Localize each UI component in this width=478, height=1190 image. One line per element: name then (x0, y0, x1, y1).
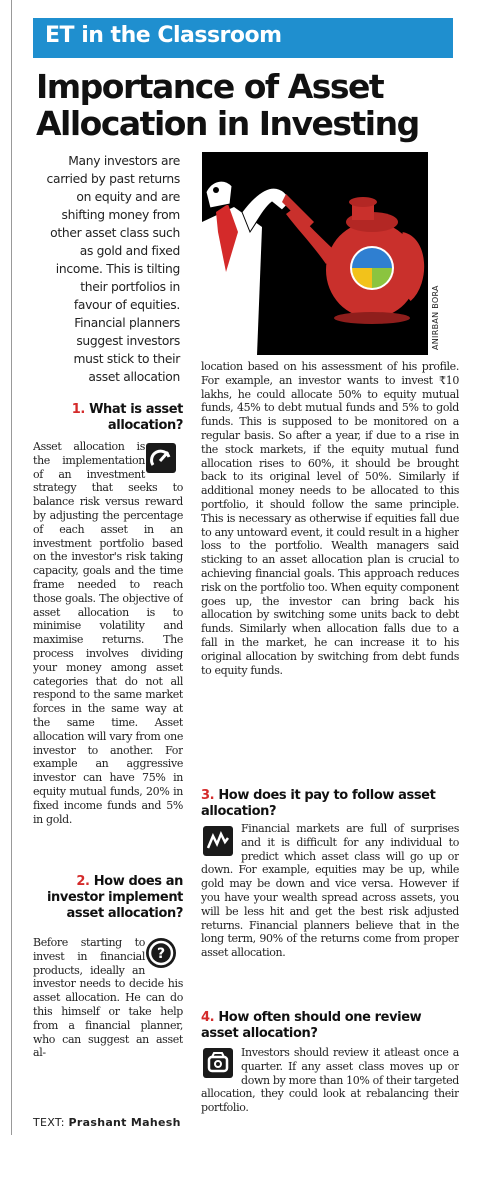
q4-heading (201, 1010, 459, 1042)
q4-heading-block (201, 1010, 459, 1042)
q2-number: 2. (76, 874, 90, 889)
q2-body-left-block (33, 936, 183, 1108)
illustration-credit (429, 152, 447, 355)
byline-label: TEXT: (33, 1116, 65, 1129)
q1-number: 1. (71, 402, 85, 417)
q3-body: Financial markets are full of surprises and it is difficult for any individual to predict which asset class will go up or down. For example, equities may be up, while gold may be down and vice versa. However if you have your wealth spread across assets, you will be less hit and get the best risk adjusted returns. Financial planners believe that in the long term, 90% of the returns come from proper asset allocation. (201, 822, 459, 960)
illustration (202, 152, 428, 355)
article-intro: Many investors are carried by past returns on equity and are shifting money from other asset class such as gold and fixed income. This is tilting their portfolios in favour of equities. Financial planners suggest investors must stick to their asset allocation (46, 154, 180, 384)
q3-number: 3. (201, 788, 215, 803)
q2-heading-block (33, 874, 183, 922)
byline (33, 1116, 181, 1129)
q1-title: What is asset allocation? (89, 402, 183, 433)
q1-body: Asset allocation is the implementation of an investment strategy that seeks to balance risk versus reward by adjusting the percentage of each asset in an investment portfolio based on the investor's risk taking capacity, goals and the time frame needed to reach those goals. The objective of asset allocation is to minimise volatility and maximise returns. The process involves dividing your money among asset categories that do not all respond to the same market forces in the same way at the same time. Asset allocation will vary from one investor to another. For example an aggressive investor can have 75% in equity mutual funds, 20% in fixed income funds and 5% in gold. (33, 440, 183, 826)
watering-can-illustration (202, 152, 428, 355)
q2-body-right-block (201, 360, 459, 780)
q3-heading-block (201, 788, 459, 820)
q3-heading (201, 788, 459, 820)
page-gutter (0, 0, 11, 1190)
q1-heading-block (33, 402, 183, 434)
article-headline: Importance of Asset Allocation in Investing (36, 67, 419, 143)
section-band (33, 18, 453, 58)
byline-author: Prashant Mahesh (68, 1116, 181, 1129)
section-band-title: ET in the Classroom (45, 23, 282, 48)
q2-body-right: location based on his assessment of his profile. For example, an investor wants to invest ₹10 lakhs, he could allocate 50% to equity mutual funds, 45% to debt mutual funds and 5% to gold funds. This is supposed to be monitored on a regular basis. So after a year, if due to a rise in the stock markets, if the equity mutual fund allocation rises to 60%, it should be brought back to its original level of 50%. Similarly if additional money needs to be allocated to this portfolio, it should follow the same principle. This is necessary as otherwise if equities fall due to any untoward event, it could result in a higher loss to the portfolio. Wealth managers said sticking to an asset allocation plan is crucial to achieving financial goals. This approach reduces risk on the portfolio too. When equity component goes up, the investor can bring back his allocation by switching some units back to debt funds. Similarly when allocation falls due to a fall in the market, he can increase it to his original allocation by switching from debt funds to equity funds. (201, 360, 459, 677)
q3-title: How does it pay to follow asset allocation? (201, 788, 436, 819)
svg-text:?: ? (156, 946, 166, 962)
q4-number: 4. (201, 1010, 215, 1025)
q4-title: How often should one review asset allocation? (201, 1010, 422, 1041)
q4-body-block (201, 1046, 459, 1132)
gutter-rule (11, 0, 12, 1135)
q4-body: Investors should review it atleast once a quarter. If any asset class moves up or down by more than 10% of their targeted allocation, they could look at rebalancing their portfolio. (201, 1046, 459, 1115)
illustration-credit-text: ANIRBAN BORA (431, 285, 440, 350)
q2-body-left: Before starting to invest in financial products, ideally an investor needs to decide his asset allocation. He can do this himself or take help from a financial planner, who can suggest an asset al- (33, 936, 183, 1060)
q1-body-block (33, 440, 183, 862)
q2-title: How does an investor implement asset allocation? (46, 874, 183, 921)
q3-body-block (201, 822, 459, 998)
q1-heading (33, 402, 183, 434)
q2-heading (33, 874, 183, 922)
